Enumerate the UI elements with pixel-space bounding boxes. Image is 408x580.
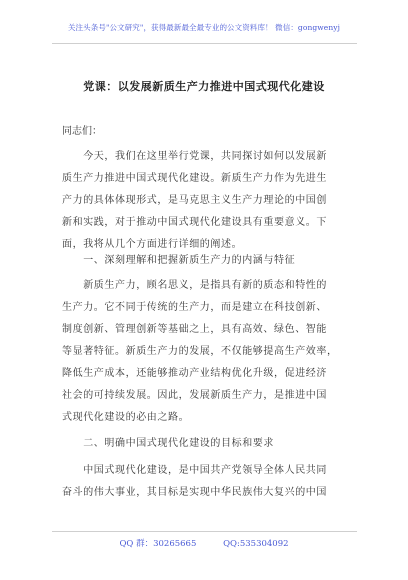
footer-qq-group: QQ 群：30265665: [119, 539, 197, 549]
paragraph-section-2: [62, 460, 347, 504]
header-promo-note: 关注头条号"公文研究"，获得最新最全最专业的公文资料库！ 微信：gongwenyj: [67, 23, 341, 32]
text-line: 式现代化建设的必由之路。: [62, 412, 190, 423]
paragraph-intro: [62, 146, 347, 256]
paragraph-section-1: [62, 275, 347, 429]
text-line: 面，我将从几个方面进行详细的阐述。: [62, 239, 243, 250]
text-line: 中国式现代化建设，是中国共产党领导全体人民共同: [62, 465, 327, 476]
text-line: 制度创新、管理创新等基础之上，具有高效、绿色、智能: [62, 324, 327, 335]
text-line: 奋斗的伟大事业，其目标是实现中华民族伟大复兴的中国: [62, 487, 327, 498]
text-line: 社会的可持续发展。因此，发展新质生产力，是推进中国: [62, 390, 327, 401]
text-line: 等显著特征。新质生产力的发展，不仅能够提高生产效率，: [62, 346, 338, 357]
document-title: 党课：以发展新质生产力推进中国式现代化建设: [83, 80, 325, 93]
footer-divider: [52, 531, 357, 532]
section-heading-2: 二、明确中国式现代化建设的目标和要求: [62, 438, 274, 449]
text-line: 产力的具体体现形式，是马克思主义生产力理论的中国创: [62, 195, 327, 206]
text-line: 新质生产力，顾名思义，是指具有新的质态和特性的: [62, 280, 327, 291]
text-line: 今天，我们在这里举行党课，共同探讨如何以发展新: [62, 151, 327, 162]
salutation: 同志们：: [62, 126, 102, 137]
text-line: 降低生产成本，还能够推动产业结构优化升级，促进经济: [62, 368, 327, 379]
text-line: 新和实践，对于推动中国式现代化建设具有重要意义。下: [62, 217, 327, 228]
text-line: 生产力。它不同于传统的生产力，而是建立在科技创新、: [62, 302, 327, 313]
text-line: 质生产力推进中国式现代化建设。新质生产力作为先进生: [62, 173, 327, 184]
footer-contact: [0, 537, 408, 549]
section-heading-1: 一、深刻理解和把握新质生产力的内涵与特征: [62, 255, 296, 266]
header-divider: [52, 43, 357, 44]
footer-qq: QQ:535304092: [223, 539, 289, 549]
